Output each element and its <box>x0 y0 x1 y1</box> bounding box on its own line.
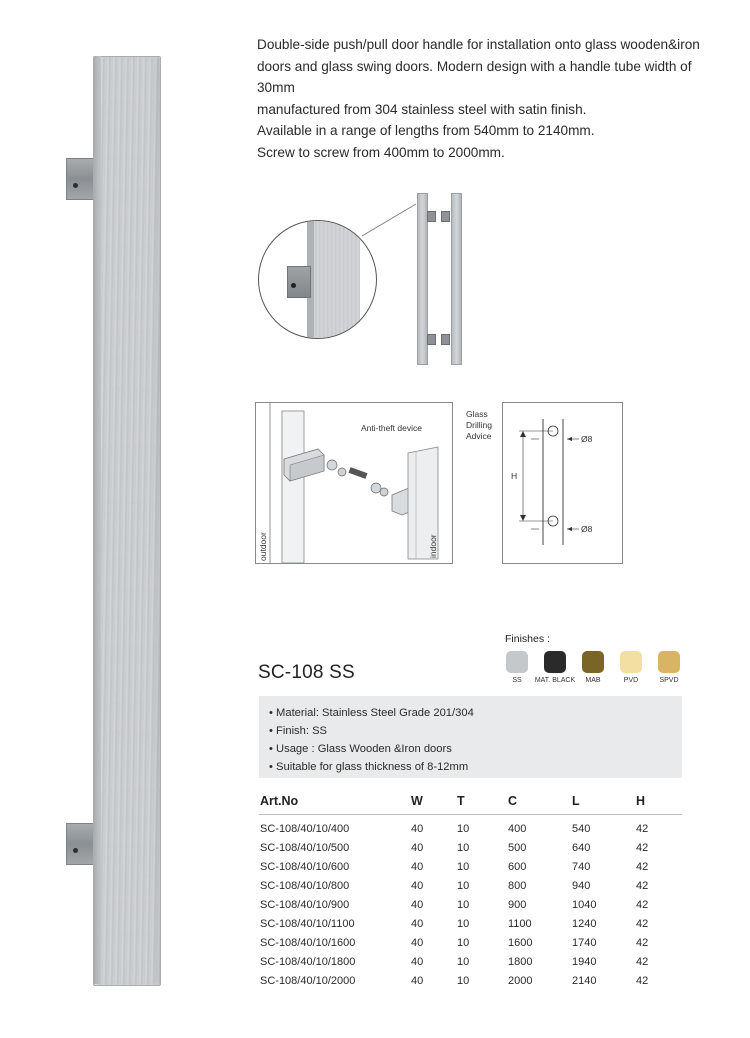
table-cell: 10 <box>457 918 470 930</box>
table-cell: 10 <box>457 842 470 854</box>
spec-item: • Suitable for glass thickness of 8-12mm <box>269 758 682 776</box>
description-line: doors and glass swing doors. Modern design with a handle tube width of 30mm <box>257 58 692 95</box>
table-cell: 600 <box>508 861 527 873</box>
table-header-divider <box>259 814 682 815</box>
outdoor-label: outdoor <box>258 532 268 561</box>
table-cell: SC-108/40/10/1600 <box>260 937 356 949</box>
table-cell: 2140 <box>572 975 597 987</box>
finish-swatch <box>620 651 642 673</box>
description-line: Double-side push/pull door handle for installation onto glass wooden&iron <box>257 37 700 52</box>
installation-diagram <box>255 402 453 564</box>
finish-swatch <box>506 651 528 673</box>
table-cell: 42 <box>636 975 649 987</box>
table-cell: 1100 <box>508 918 532 930</box>
table-cell: 40 <box>411 975 424 987</box>
table-cell: 1600 <box>508 937 533 949</box>
table-cell: 1800 <box>508 956 533 968</box>
table-cell: 42 <box>636 956 649 968</box>
table-cell: 10 <box>457 937 470 949</box>
table-cell: 1040 <box>572 899 597 911</box>
product-description <box>257 34 717 163</box>
table-cell: 42 <box>636 842 649 854</box>
model-title: SC-108 SS <box>258 662 355 683</box>
glass-drilling-diagram <box>502 402 623 564</box>
spec-item: • Finish: SS <box>269 722 682 740</box>
table-cell: 42 <box>636 899 649 911</box>
table-cell: 740 <box>572 861 591 873</box>
spec-item: • Usage : Glass Wooden &Iron doors <box>269 740 682 758</box>
table-cell: 40 <box>411 956 424 968</box>
table-cell: 42 <box>636 880 649 892</box>
table-cell: 540 <box>572 823 591 835</box>
table-cell: 40 <box>411 899 424 911</box>
table-header-cell: Art.No <box>260 794 299 808</box>
table-header-cell: C <box>508 794 518 808</box>
table-cell: 800 <box>508 880 527 892</box>
table-cell: 1940 <box>572 956 597 968</box>
table-cell: 42 <box>636 823 649 835</box>
table-cell: 40 <box>411 823 424 835</box>
table-cell: 42 <box>636 937 649 949</box>
diameter-bottom-label: Ø8 <box>581 524 593 534</box>
table-cell: 10 <box>457 975 470 987</box>
table-cell: 10 <box>457 823 470 835</box>
finish-swatch <box>544 651 566 673</box>
table-cell: 640 <box>572 842 591 854</box>
description-line: Available in a range of lengths from 540mm to 2140mm. <box>257 123 595 138</box>
table-cell: 10 <box>457 956 470 968</box>
finish-swatch-label: MAB <box>585 677 601 684</box>
table-cell: 40 <box>411 880 424 892</box>
table-cell: 900 <box>508 899 527 911</box>
table-cell: 1240 <box>572 918 597 930</box>
finish-swatch-label: SS <box>512 677 522 684</box>
table-cell: SC-108/40/10/800 <box>260 880 350 892</box>
table-header-cell: H <box>636 794 646 808</box>
diameter-top-label: Ø8 <box>581 434 593 444</box>
finish-swatch-label: SPVD <box>659 677 679 684</box>
table-cell: 400 <box>508 823 527 835</box>
finish-swatch <box>658 651 680 673</box>
finish-swatch-label: MAT. BLACK <box>534 677 576 684</box>
table-header-cell: W <box>411 794 423 808</box>
spec-box <box>259 696 682 778</box>
indoor-label: indoor <box>428 534 438 558</box>
table-cell: 10 <box>457 861 470 873</box>
table-cell: 40 <box>411 842 424 854</box>
table-cell: 940 <box>572 880 591 892</box>
table-cell: SC-108/40/10/900 <box>260 899 350 911</box>
table-cell: SC-108/40/10/400 <box>260 823 350 835</box>
table-cell: 40 <box>411 861 424 873</box>
table-cell: 500 <box>508 842 527 854</box>
table-cell: SC-108/40/10/600 <box>260 861 350 873</box>
zoom-leader-line <box>360 200 420 240</box>
anti-theft-label: Anti-theft device <box>361 423 422 433</box>
table-cell: SC-108/40/10/1800 <box>260 956 356 968</box>
description-line: manufactured from 304 stainless steel with satin finish. <box>257 101 587 117</box>
table-header-cell: L <box>572 794 580 808</box>
description-line: Screw to screw from 400mm to 2000mm. <box>257 144 505 160</box>
table-cell: 1740 <box>572 937 597 949</box>
table-cell: 10 <box>457 899 470 911</box>
table-cell: SC-108/40/10/2000 <box>260 975 356 987</box>
height-label: H <box>511 471 518 481</box>
table-cell: 2000 <box>508 975 533 987</box>
table-cell: SC-108/40/10/500 <box>260 842 350 854</box>
spec-item: • Material: Stainless Steel Grade 201/304 <box>269 704 682 722</box>
table-cell: 40 <box>411 918 424 930</box>
table-cell: 42 <box>636 918 649 930</box>
finish-swatch-label: PVD <box>623 677 639 684</box>
glass-drilling-title: Glass Drilling Advice <box>466 409 492 441</box>
handle-bar <box>93 56 161 986</box>
table-cell: 10 <box>457 880 470 892</box>
table-cell: 40 <box>411 937 424 949</box>
table-cell: 42 <box>636 861 649 873</box>
table-header-cell: T <box>457 794 465 808</box>
finishes-label: Finishes : <box>505 633 550 645</box>
table-cell: SC-108/40/10/1100 <box>260 918 355 930</box>
finish-swatch <box>582 651 604 673</box>
